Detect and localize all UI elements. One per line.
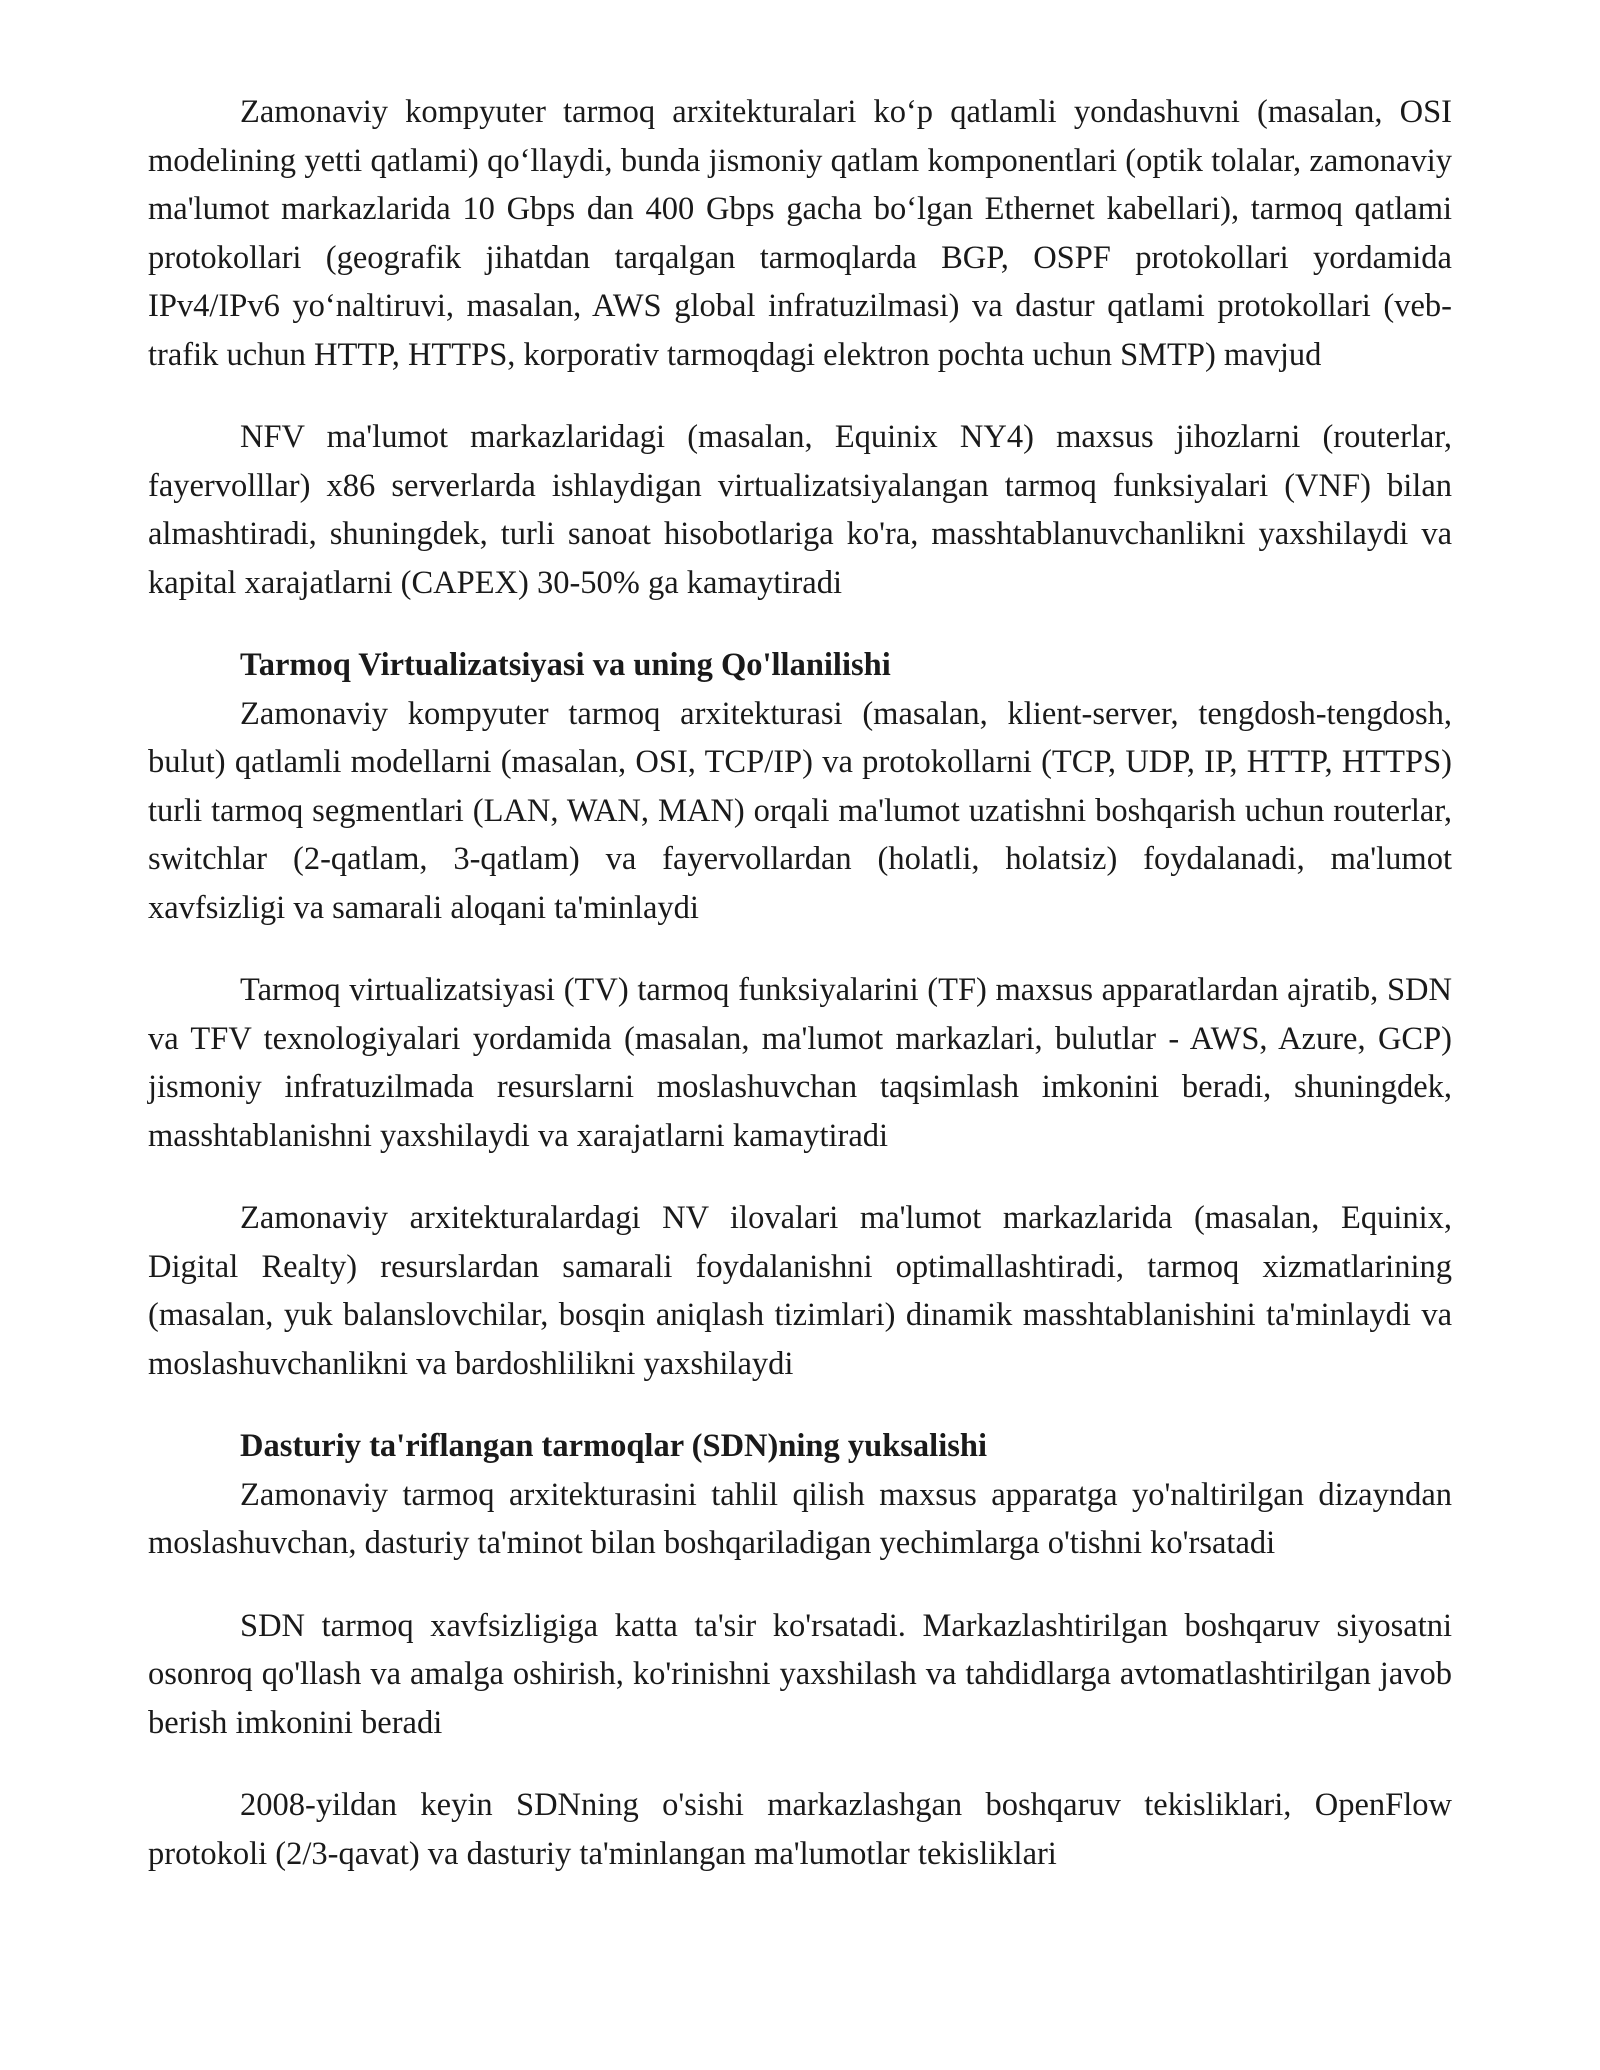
paragraph-network-architecture-layers: Zamonaviy kompyuter tarmoq arxitekturalari ko‘p qatlamli yondashuvni (masalan, OSI modelining yetti qatlami) qo‘llaydi, bunda jismoniy qatlam komponentlari (optik tolalar, zamonaviy ma'lumot markazlarida 10 Gbps dan 400 Gbps gacha bo‘lgan Ethernet kabellari), tarmoq qatlami protokollari (geografik jihatdan tarqalgan tarmoqlarda BGP, OSPF protokollari yordamida IPv4/IPv6 yo‘naltiruvi, masalan, AWS global infratuzilmasi) va dastur qatlami protokollari (veb-trafik uchun HTTP, HTTPS, korporativ tarmoqdagi elektron pochta uchun SMTP) mavjud	[148, 94, 1452, 373]
heading-sdn-rise: Dasturiy ta'riflangan tarmoqlar (SDN)ning yuksalishi	[240, 1428, 987, 1464]
paragraph-sdn-growth: 2008-yildan keyin SDNning o'sishi markazlashgan boshqaruv tekisliklari, OpenFlow protokoli (2/3-qavat) va dasturiy ta'minlangan ma'lumotlar tekisliklari	[148, 1787, 1452, 1872]
document-page	[148, 88, 1452, 1912]
paragraph-nv-applications: Zamonaviy arxitekturalardagi NV ilovalari ma'lumot markazlarida (masalan, Equinix, Digital Realty) resurslardan samarali foydalanishni optimallashtiradi, tarmoq xizmatlarining (masalan, yuk balanslovchilar, bosqin aniqlash tizimlari) dinamik masshtablanishini ta'minlaydi va moslashuvchanlikni va bardoshlilikni yaxshilaydi	[148, 1200, 1452, 1382]
paragraph-sdn-security: SDN tarmoq xavfsizligiga katta ta'sir ko'rsatadi. Markazlashtirilgan boshqaruv siyosatni osonroq qo'llash va amalga oshirish, ko'rinishni yaxshilash va tahdidlarga avtomatlashtirilgan javob berish imkonini beradi	[148, 1607, 1452, 1741]
paragraph-architecture-analysis: Zamonaviy tarmoq arxitekturasini tahlil qilish maxsus apparatga yo'naltirilgan dizayndan moslashuvchan, dasturiy ta'minot bilan boshqariladigan yechimlarga o'tishni ko'rsatadi	[148, 1476, 1452, 1561]
paragraph-network-virtualization: Tarmoq virtualizatsiyasi (TV) tarmoq funksiyalarini (TF) maxsus apparatlardan ajratib, SDN va TFV texnologiyalari yordamida (masalan, ma'lumot markazlari, bulutlar - AWS, Azure, GCP) jismoniy infratuzilmada resurslarni moslashuvchan taqsimlash imkonini beradi, shuningdek, masshtablanishni yaxshilaydi va xarajatlarni kamaytiradi	[148, 972, 1452, 1154]
paragraph-modern-architecture: Zamonaviy kompyuter tarmoq arxitekturasi (masalan, klient-server, tengdosh-tengdosh, bulut) qatlamli modellarni (masalan, OSI, TCP/IP) va protokollarni (TCP, UDP, IP, HTTP, HTTPS) turli tarmoq segmentlari (LAN, WAN, MAN) orqali ma'lumot uzatishni boshqarish uchun routerlar, switchlar (2-qatlam, 3-qatlam) va fayervollardan (holatli, holatsiz) foydalanadi, ma'lumot xavfsizligi va samarali aloqani ta'minlaydi	[148, 695, 1452, 926]
heading-network-virtualization: Tarmoq Virtualizatsiyasi va uning Qo'llanilishi	[240, 647, 891, 683]
paragraph-nfv: NFV ma'lumot markazlaridagi (masalan, Equinix NY4) maxsus jihozlarni (routerlar, fayervolllar) x86 serverlarda ishlaydigan virtualizatsiyalangan tarmoq funksiyalari (VNF) bilan almashtiradi, shuningdek, turli sanoat hisobotlariga ko'ra, masshtablanuvchanlikni yaxshilaydi va kapital xarajatlarni (CAPEX) 30-50% ga kamaytiradi	[148, 419, 1452, 601]
